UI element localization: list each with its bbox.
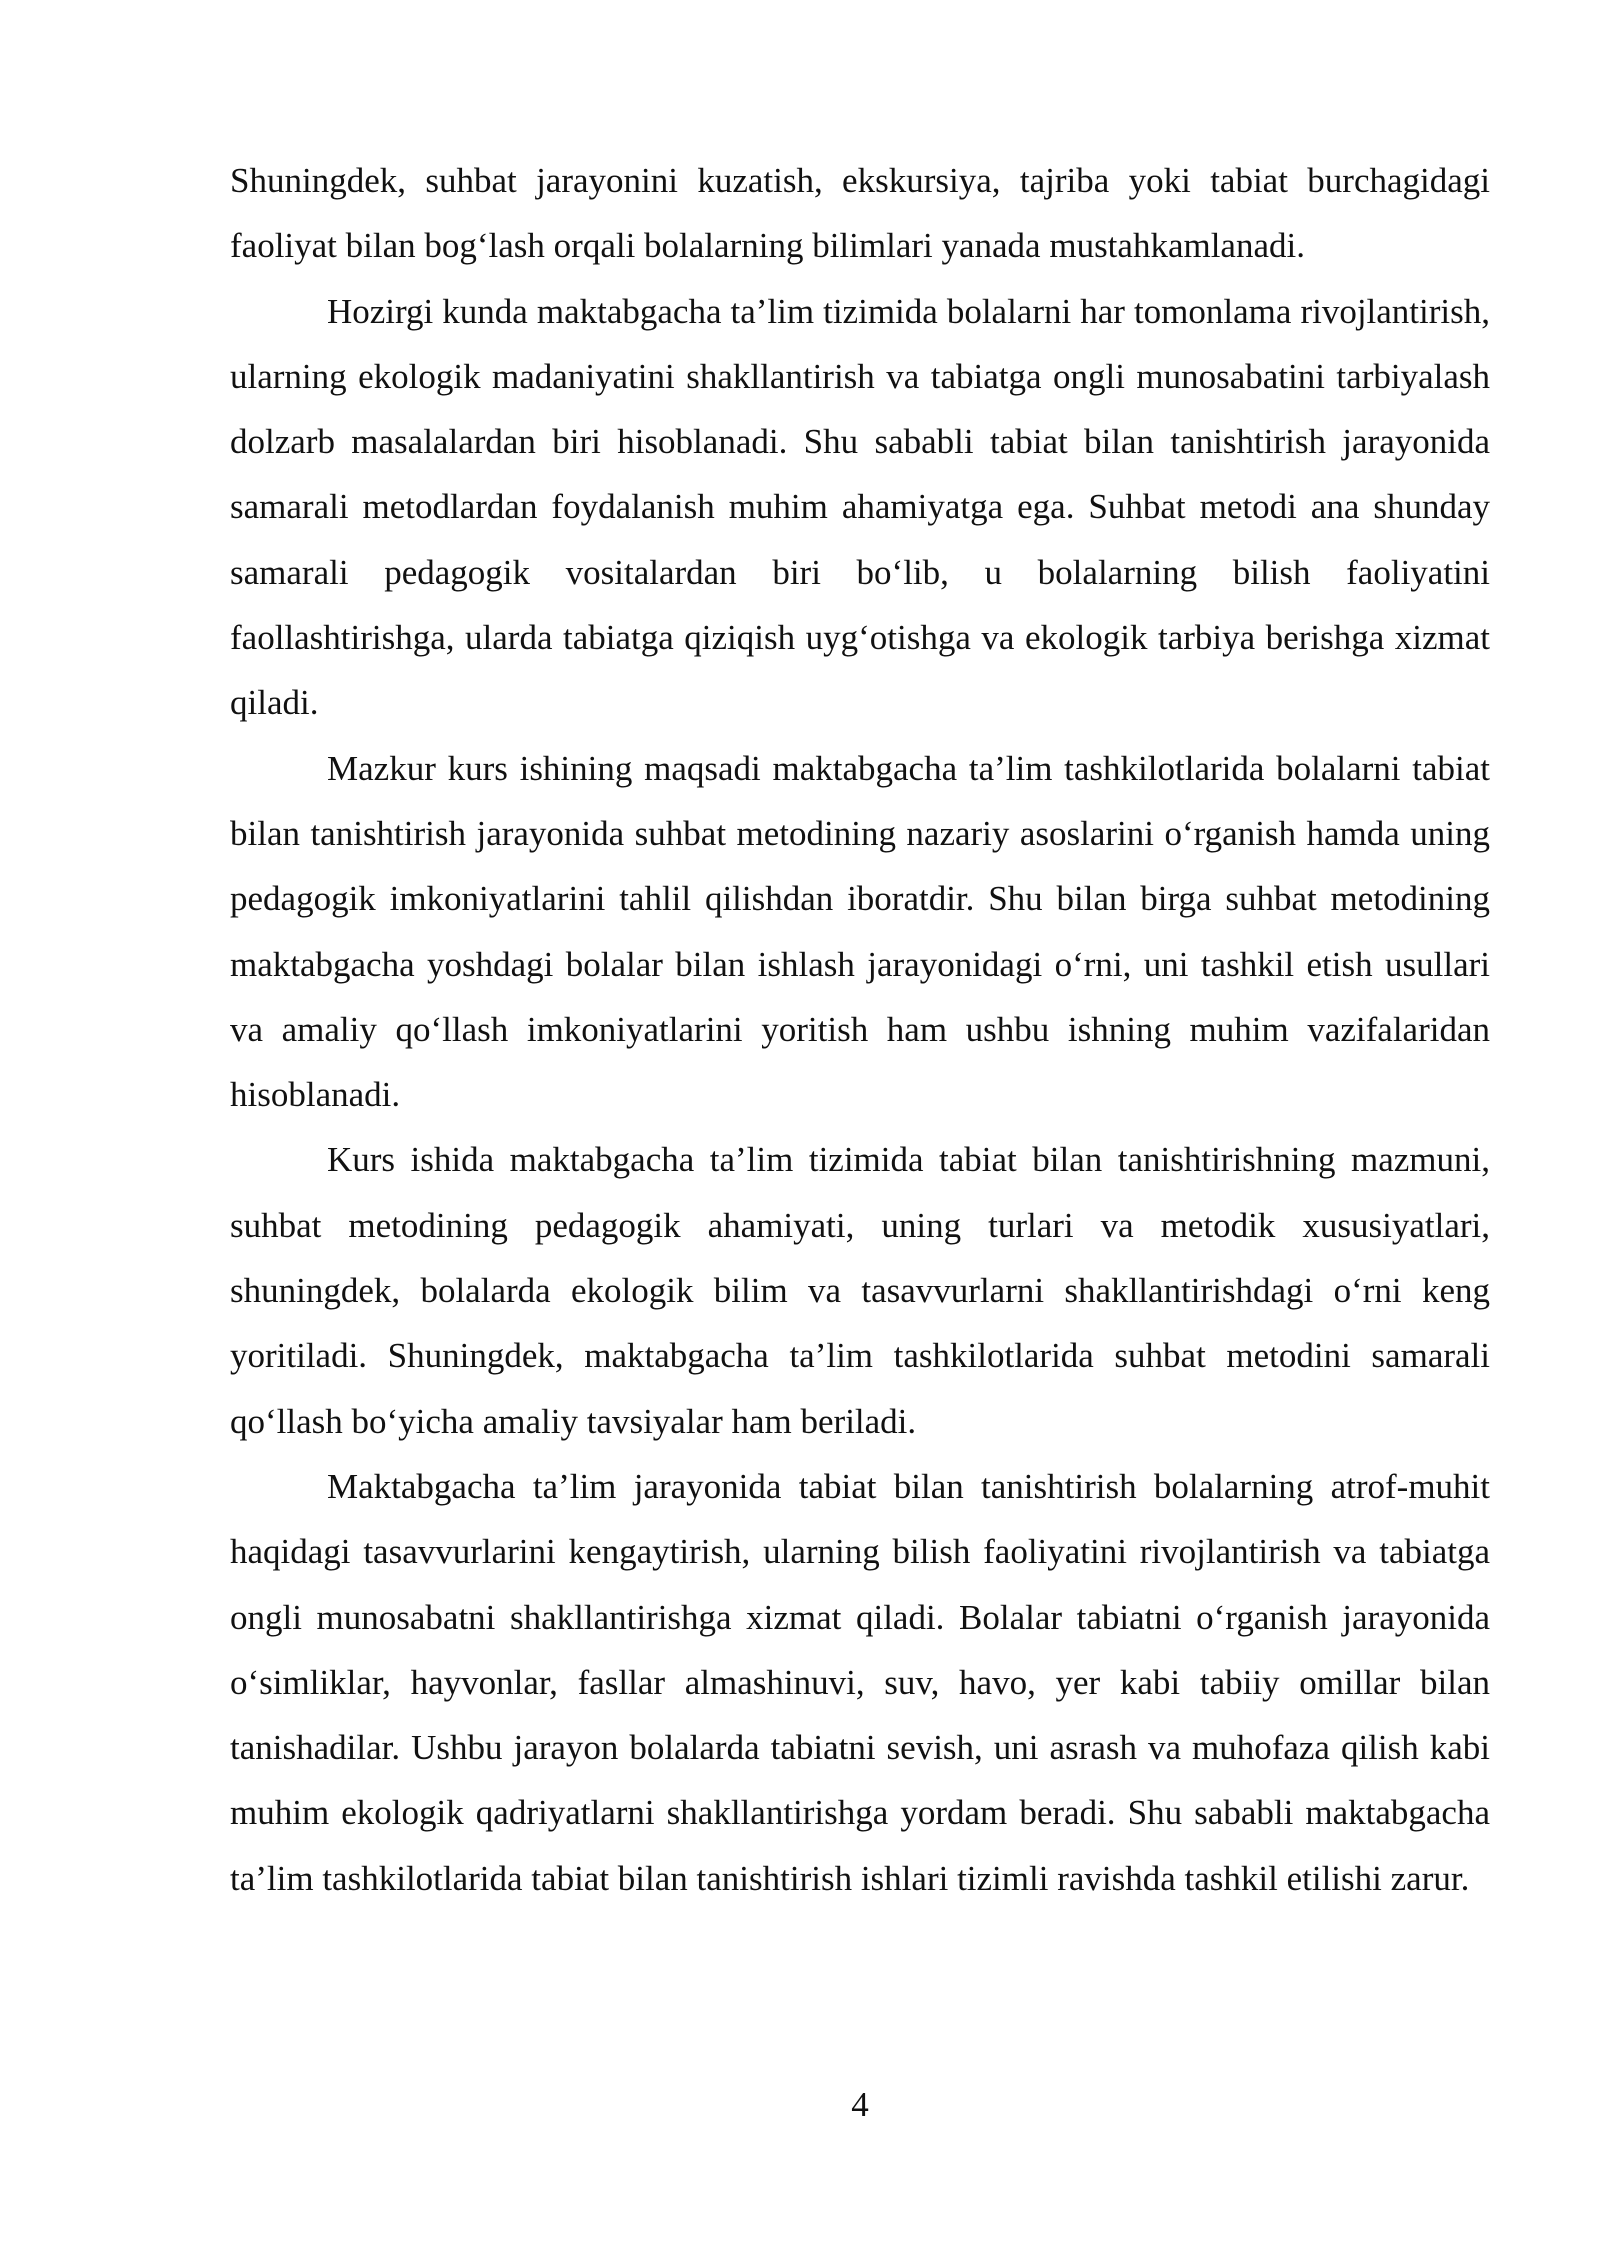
paragraph-course-goal: Mazkur kurs ishining maqsadi maktabgacha ta’lim tashkilotlarida bolalarni tabiat bilan tanishtirish jarayonida suhbat metodining nazariy asoslarini o‘rganish hamda uning pedagogik imkoniyatlarini tahlil qilishdan iboratdir. Shu bilan birga suhbat metodining maktabgacha yoshdagi bolalar bilan ishlash jarayonidagi o‘rni, uni tashkil etish usullari va amaliy qo‘llash imkoniyatlarini yoritish ham ushbu ishning muhim vazifalaridan hisoblanadi. bbox=[230, 748, 1490, 1115]
paragraph-ecological-culture: Hozirgi kunda maktabgacha ta’lim tizimida bolalarni har tomonlama rivojlantirish, ularning ekologik madaniyatini shakllantirish va tabiatga ongli munosabatini tarbiyalash dolzarb masalalardan biri hisoblanadi. Shu sababli tabiat bilan tanishtirish jarayonida samarali metodlardan foydalanish muhim ahamiyatga ega. Suhbat metodi ana shunday samarali pedagogik vositalardan biri bo‘lib, u bolalarning bilish faoliyatini faollashtirishga, ularda tabiatga qiziqish uyg‘otishga va ekologik tarbiya berishga xizmat qiladi. bbox=[230, 291, 1490, 723]
paragraph-nature-familiarization: Maktabgacha ta’lim jarayonida tabiat bilan tanishtirish bolalarning atrof-muhit haqidagi tasavvurlarini kengaytirish, ularning bilish faoliyatini rivojlantirish va tabiatga ongli munosabatni shakllantirishga xizmat qiladi. Bolalar tabiatni o‘rganish jarayonida o‘simliklar, hayvonlar, fasllar almashinuvi, suv, havo, yer kabi tabiiy omillar bilan tanishadilar. Ushbu jarayon bolalarda tabiatni sevish, uni asrash va muhofaza qilish kabi muhim ekologik qadriyatlarni shakllantirishga yordam beradi. Shu sababli maktabgacha ta’lim tashkilotlarida tabiat bilan tanishtirish ishlari tizimli ravishda tashkil etilishi zarur. bbox=[230, 1466, 1490, 1898]
paragraph-continuation: Shuningdek, suhbat jarayonini kuzatish, ekskursiya, tajriba yoki tabiat burchagidagi faoliyat bilan bog‘lash orqali bolalarning bilimlari yanada mustahkamlanadi. bbox=[230, 161, 1490, 266]
paragraph-course-content: Kurs ishida maktabgacha ta’lim tizimida tabiat bilan tanishtirishning mazmuni, suhbat metodining pedagogik ahamiyati, uning turlari va metodik xususiyatlari, shuningdek, bolalarda ekologik bilim va tasavvurlarni shakllantirishdagi o‘rni keng yoritiladi. Shuningdek, maktabgacha ta’lim tashkilotlarida suhbat metodini samarali qo‘llash bo‘yicha amaliy tavsiyalar ham beriladi. bbox=[230, 1140, 1490, 1441]
body-text bbox=[230, 148, 1490, 1911]
page-number: 4 bbox=[851, 2085, 869, 2124]
